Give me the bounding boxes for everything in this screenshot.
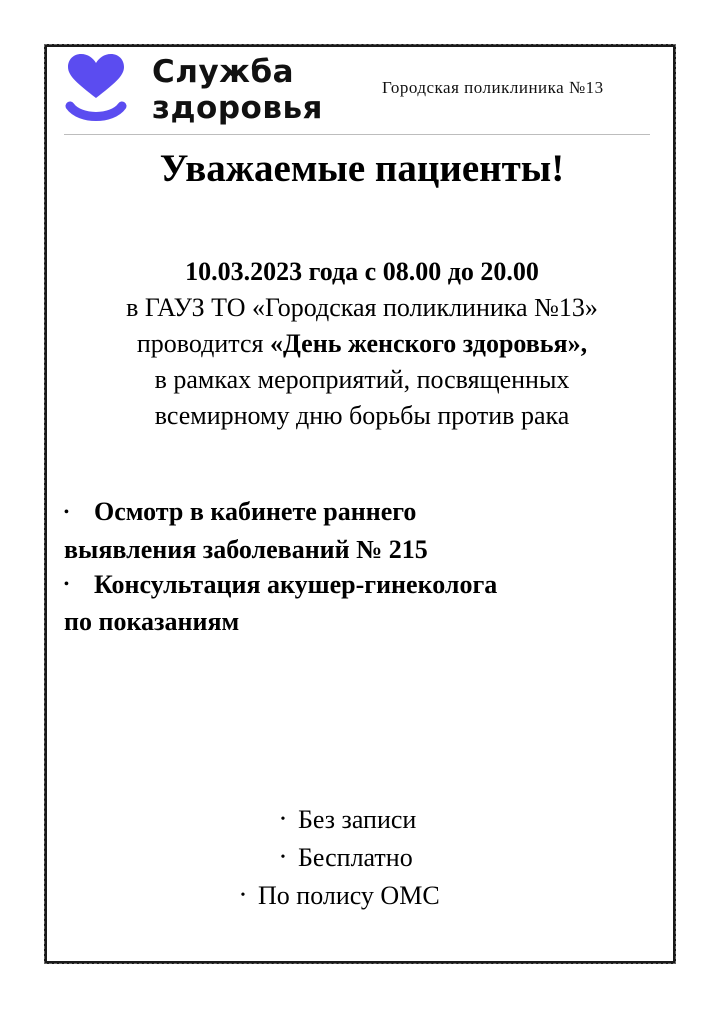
service-logo-text (152, 54, 323, 126)
bullet-icon: • (240, 888, 246, 904)
terms-list (200, 802, 600, 916)
logo-text-line2: здоровья (152, 90, 323, 126)
term-item (200, 840, 600, 878)
announcement-line-event-prefix: проводится (136, 329, 270, 358)
term-label: Без записи (298, 805, 417, 834)
term-label: По полису ОМС (258, 881, 440, 911)
announcement-block (60, 254, 664, 434)
service-item-line1: Консультация акушер-гинеколога (94, 569, 498, 599)
bullet-icon: • (64, 577, 69, 593)
services-list (64, 494, 664, 639)
page-title: Уважаемые пациенты! (159, 147, 565, 190)
event-date-time: 10.03.2023 года с 08.00 до 20.00 (185, 257, 539, 286)
announcement-line-context: в рамках мероприятий, посвященных (154, 365, 570, 394)
announcement-line-context-2: всемирному дню борьбы против рака (154, 401, 570, 430)
logo-text-line1: Служба (152, 54, 295, 90)
header-divider (64, 134, 650, 135)
service-item-line2: выявления заболеваний № 215 (64, 534, 428, 564)
service-item-exam (64, 494, 664, 567)
bullet-icon: • (64, 504, 69, 520)
term-item (200, 878, 600, 916)
term-label: Бесплатно (298, 843, 413, 873)
service-item-consultation (64, 567, 664, 640)
bullet-icon: • (280, 812, 286, 828)
bullet-icon: • (280, 850, 286, 866)
clinic-name: Городская поликлиника №13 (382, 78, 604, 97)
service-item-line2: по показаниям (64, 607, 240, 637)
term-item (200, 802, 600, 840)
service-item-line1: Осмотр в кабинете раннего (94, 497, 417, 526)
announcement-line-clinic: в ГАУЗ ТО «Городская поликлиника №13» (126, 293, 598, 322)
announcement-line-event (60, 326, 664, 362)
event-name: «День женского здоровья», (269, 329, 588, 358)
heart-smile-logo-icon (64, 54, 128, 126)
